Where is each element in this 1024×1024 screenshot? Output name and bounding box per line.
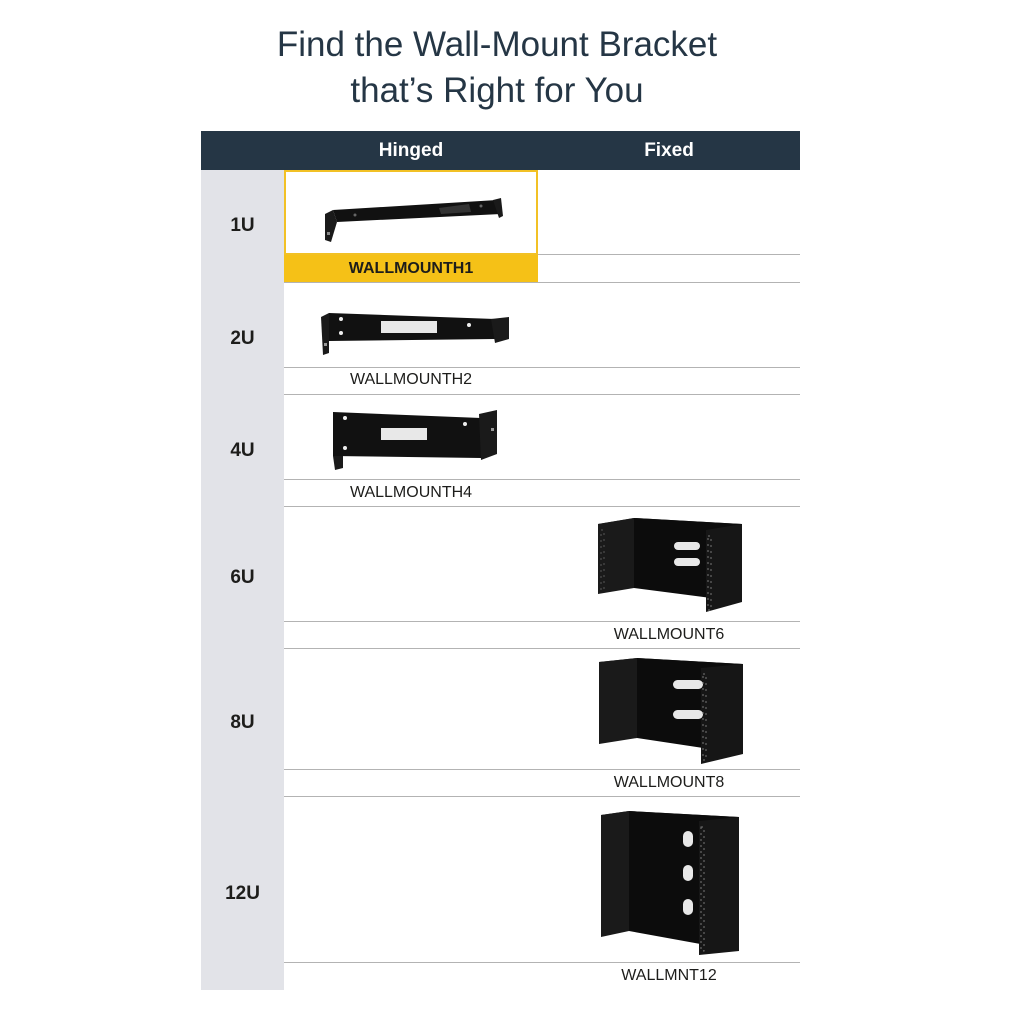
column-header-hinged: Hinged — [378, 140, 444, 161]
row-unit-label: 6U — [230, 567, 255, 588]
title-line-2: that’s Right for You — [350, 71, 644, 110]
row-divider — [284, 621, 800, 622]
row-unit-label: 12U — [225, 883, 260, 904]
table-row-4u — [201, 395, 800, 506]
product-label-wallmounth1: WALLMOUNTH1 — [284, 255, 538, 282]
row-divider — [284, 962, 800, 963]
bracket-8u-image — [597, 658, 747, 766]
row-divider — [284, 479, 800, 480]
row-unit-label: 8U — [230, 712, 255, 733]
table-row-1u — [201, 170, 800, 282]
bracket-6u-image — [594, 516, 744, 614]
row-divider — [284, 769, 800, 770]
table-row-12u — [201, 797, 800, 990]
row-divider — [538, 254, 800, 255]
row-unit-label: 1U — [230, 215, 255, 236]
bracket-2u-image — [319, 303, 511, 357]
table-row-6u — [201, 507, 800, 648]
column-header-fixed: Fixed — [644, 140, 694, 161]
bracket-12u-image — [599, 811, 745, 957]
row-unit-label: 2U — [230, 328, 255, 349]
product-label-wallmount6: WALLMOUNT6 — [613, 626, 725, 643]
page-title — [0, 22, 994, 114]
table-row-8u — [201, 649, 800, 796]
product-label-wallmounth4: WALLMOUNTH4 — [349, 484, 473, 501]
product-label-wallmount8: WALLMOUNT8 — [613, 774, 725, 791]
table-header — [201, 131, 800, 170]
row-divider — [284, 367, 800, 368]
product-label-wallmnt12: WALLMNT12 — [621, 967, 717, 984]
bracket-4u-image — [329, 408, 501, 470]
title-line-1: Find the Wall-Mount Bracket — [276, 25, 718, 64]
product-label-wallmounth2: WALLMOUNTH2 — [349, 371, 473, 388]
row-unit-label: 4U — [230, 440, 255, 461]
bracket-1u-image — [321, 192, 506, 244]
table-row-2u — [201, 283, 800, 394]
